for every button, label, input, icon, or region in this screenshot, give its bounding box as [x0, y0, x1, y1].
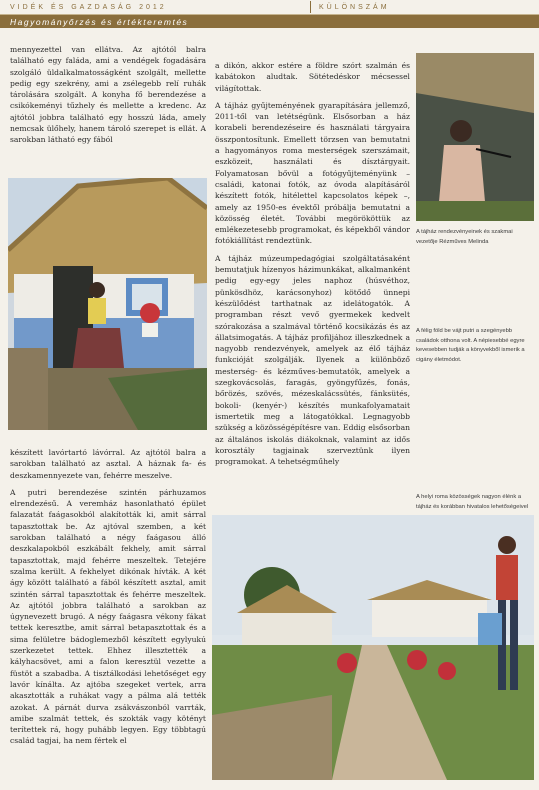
paragraph: A putri berendezése szintén párhuzamos elrendezésű. A veremház hasonlatható épület falazatát faágasokból alakították ki, amit sárral tapasztottak be. Az ajtóval szemben, a két sarokban található a négy faágasou álló deszkalapokból eszkábált fekhely, amit sárral tapasztottak, majd fehérre meszeltek. Tetejére szalma került. A fekhelyet dikónak hívták. A két ágy között található a fából készített asztal, amit szintén sárral tapasztottak és fehérre meszeltek. Az ajtótól jobbra található a sarokban az úgynevezett brugó. A négy faágasra vékony fákat tettek keresztbe, amit sárral betapasztottak és a sima felületre bádoglemezből készített egylyukú szerkezetet tettek. Ehhez illesztették a kályhacsövet, ami a falon keresztül vezette a füstöt a szabadba. A tisztálkodási lehetőséget egy lavór kínálta. Az ajtóba szegeket vertek, arra akasztották a ruhákat vagy a pálma alá tették azokat. A párnát durva zsákvászonból varrták, amibe szalmát tettek, és szokták vagy kötényt terítettek rá, hogy puhább legyen. Egy többtagú család tagjai, ha nem fértek el: [10, 487, 206, 746]
tajhaz-yard-photo: [212, 515, 534, 780]
paragraph: A tájház gyűjteményének gyarapítására jellemző, 2011-től van letétségünk. Elsősorban a ház korabeli berendezéseire és használati tárgyaira összpontosítunk. Emellett törzsen van bemutatni a hagyományos roma mesterségek szerszámait, eszközeit, használati és dísztárgyait. Folyamatosan bővül a fotógyűjteményünk – családi, katonai fotók, az óvoda alapításáról készített fotók, hitélettel kapcsolatos képek –, amely az 1950-es évektől próbálja bemutatni a közösség életét. További megörököttük az emlékezetesebb programokat, és képekből vándor fotókiállítást rendeztünk.: [215, 100, 410, 246]
paragraph: készített lavórtartó lávórral. Az ajtótól balra a sarokban található az asztal. A háznak fa- és deszkamennyezete van, fehérre meszelve.: [10, 448, 206, 480]
header-divider: [310, 1, 311, 13]
section-title: Hagyományőrzés és értékteremtés: [10, 16, 189, 27]
photo-caption-yard: A helyi roma közösségek nagyon élénk a tájház és korábban hivatalos lehetőségeivel: [416, 494, 529, 510]
photo-caption-singer: A tájház rendezvényeinek és szakmai vezetője Rézműves Melinda: [416, 229, 513, 245]
photo-caption-putri: A félig föld be vájt putri a szegényebb családok otthona volt. A népiesebbé egyre kevesebben tudják a könyvekből ismerik a cigány életmódot.: [416, 328, 525, 363]
paragraph: a dikón, akkor estére a földre szórt szalmán és kabátokon aludtak. Sötétedéskor mécsessel világítottak.: [215, 61, 410, 93]
paragraph: mennyezettel van ellátva. Az ajtótól balra található egy faláda, ami a vendégek fogadására szolgáló üldalkalmatosságként szolgált, mellette pedig egy szekrény, ami a zsélegebb relí ruhák tárolására szolgált. A konyha fő berendezése a csikókeményi tűzhely és mellette a kredenc. Az ajtótól jobbra található egy hosszú láda, amely nemcsak ülőhely, hanem tároló szerepet is ellát. A sarokban látható egy fából: [10, 45, 206, 145]
issue-label: KÜLÖNSZÁM: [319, 3, 390, 11]
running-header: [0, 0, 539, 15]
column-2-text: [215, 60, 410, 540]
singer-photo: [416, 53, 534, 221]
paragraph: A tájház múzeumpedagógiai szolgáltatásaként bemutatjuk hízenyos házimunkákat, alkalmanként pedig egy-egy jeles naphoz (húsvéthoz, pünkösdhöz, karácsonyhoz) kötődő ünnepi készülődést tarthatnak az idelátogatók. A programban részt vevő gyermekek kedvelt szórakozása a szalmával történő kocsikázás és az állatsimogatás. A tájház profiljához illeszkednek a nagyobb rendezvények, amelyek az élő tájház funkcióját szolgálják. Ilyenek a különböző mesterség- és kézműves-bemutatók, amelyek a szegkovácsolás, faragás, gyöngyfűzés, fonás, bőrözés, szövés, mézeskalácssütés, fánksütés, bokoli- (kenyér-) készítés munkafolyamatait ismertetik meg a látogatókkal. Legnagyobb szükség a közösségépítésre van. Eddig elsősorban az általános iskolás diákoknak, valamint az idős korosztály tagjainak szerveztünk ilyen programokat. A tehetségműhely: [215, 253, 410, 467]
thatched-house-photo: [8, 178, 207, 430]
column-1-bottom-text: [10, 447, 206, 787]
section-banner: [0, 15, 539, 28]
magazine-title: VIDÉK ÉS GAZDASÁG 2012: [10, 3, 167, 11]
column-1-top-text: [10, 44, 206, 178]
